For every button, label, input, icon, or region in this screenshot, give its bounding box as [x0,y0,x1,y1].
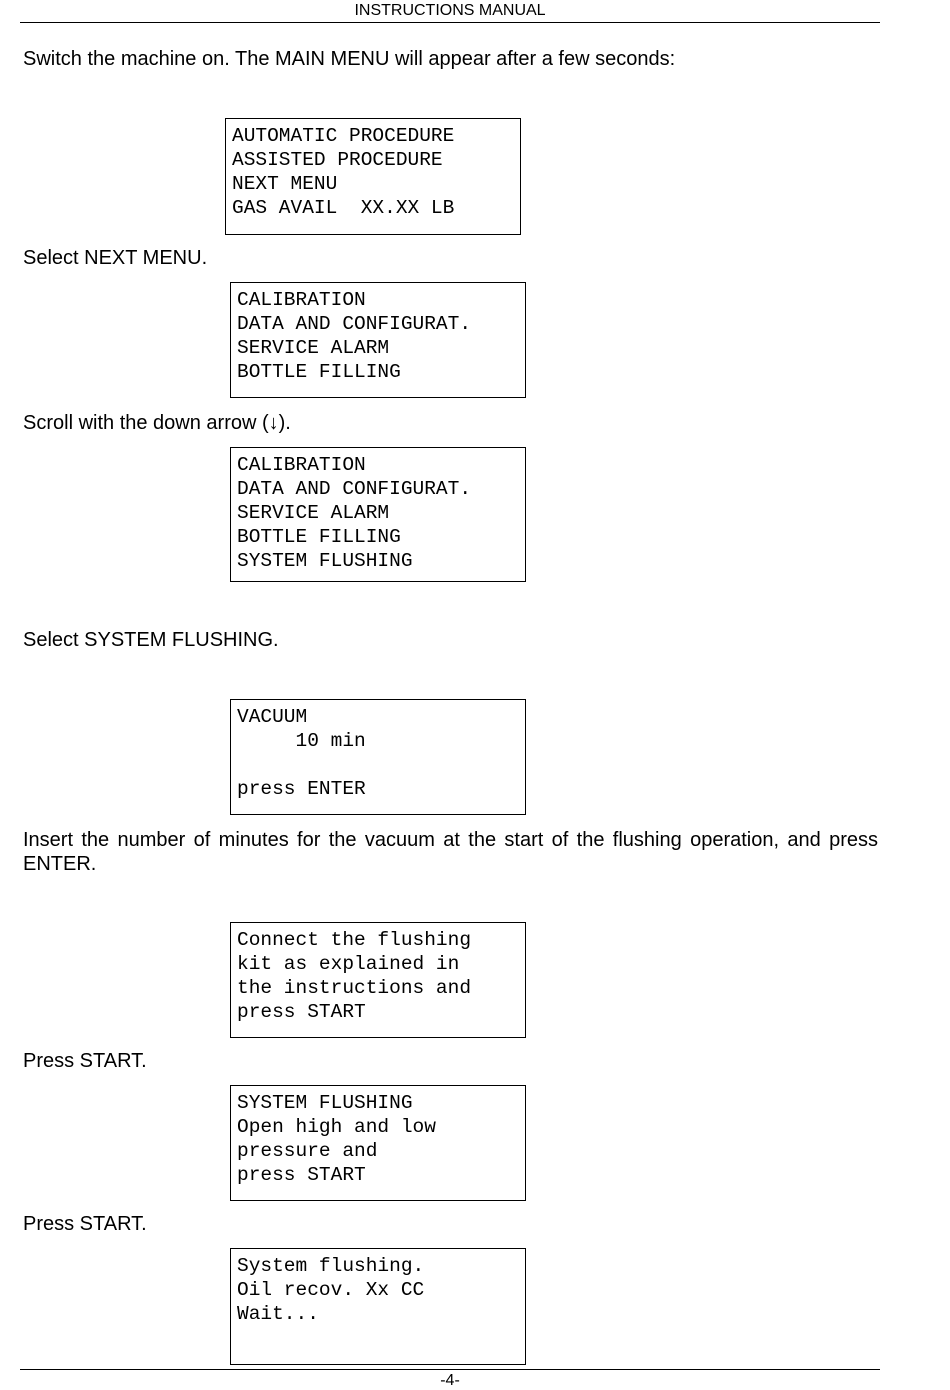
instruction-select-next-menu: Select NEXT MENU. [23,247,208,269]
display-line: BOTTLE FILLING [237,361,401,383]
display-line: the instructions and [237,977,472,999]
display-next-menu-scrolled [230,447,526,582]
display-line: AUTOMATIC PROCEDURE [232,125,455,147]
instruction-press-start-2: Press START. [23,1213,147,1235]
display-next-menu [230,282,526,398]
display-line: 10 min [237,730,366,752]
display-line: CALIBRATION [237,454,366,476]
page-header [20,0,880,23]
manual-title: INSTRUCTIONS MANUAL [354,2,546,19]
display-line: Oil recov. Xx CC [237,1279,425,1301]
display-line: CALIBRATION [237,289,366,311]
display-main-menu [225,118,521,235]
display-open-valves [230,1085,526,1201]
display-flushing-progress [230,1248,526,1365]
display-line: Wait... [237,1303,319,1325]
display-line: DATA AND CONFIGURAT. [237,313,472,335]
display-line: BOTTLE FILLING [237,526,401,548]
instruction-press-start-1: Press START. [23,1050,147,1072]
page-footer [20,1369,880,1389]
display-line: press START [237,1001,366,1023]
display-line: ASSISTED PROCEDURE [232,149,443,171]
page-number: -4- [440,1372,460,1389]
display-line: SERVICE ALARM [237,502,390,524]
display-connect-kit [230,922,526,1038]
display-line: SYSTEM FLUSHING [237,1092,413,1114]
display-line: NEXT MENU [232,173,338,195]
display-line: GAS AVAIL XX.XX LB [232,197,455,219]
display-vacuum [230,699,526,815]
display-line: pressure and [237,1140,378,1162]
instruction-scroll-down: Scroll with the down arrow (↓). [23,412,291,434]
instruction-insert-minutes: Insert the number of minutes for the vacuum at the start of the flushing operation, and press ENTER. [23,829,878,875]
display-line: press ENTER [237,778,366,800]
display-line: System flushing. [237,1255,425,1277]
display-line: Open high and low [237,1116,436,1138]
display-line: DATA AND CONFIGURAT. [237,478,472,500]
display-line: VACUUM [237,706,308,728]
display-line: SERVICE ALARM [237,337,390,359]
display-line: SYSTEM FLUSHING [237,550,413,572]
display-line: press START [237,1164,366,1186]
display-line: Connect the flushing [237,929,472,951]
display-line [237,753,519,777]
instruction-select-system-flushing: Select SYSTEM FLUSHING. [23,629,279,651]
instruction-switch-on: Switch the machine on. The MAIN MENU will appear after a few seconds: [23,48,676,70]
display-line: kit as explained in [237,953,460,975]
